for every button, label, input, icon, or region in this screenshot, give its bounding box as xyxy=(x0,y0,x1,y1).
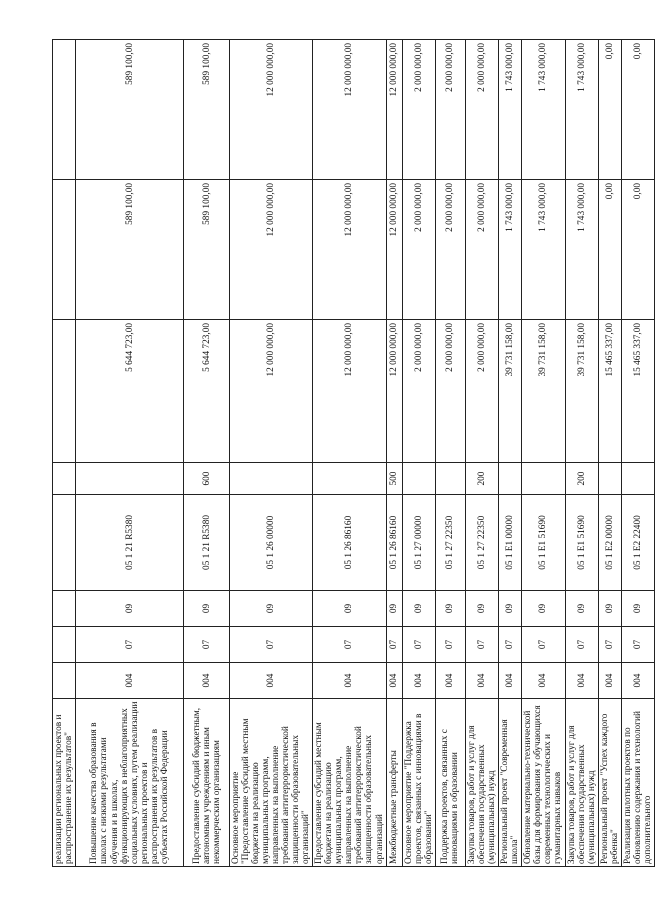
amount-year2-cell: 12 000 000,00 xyxy=(313,180,386,320)
subsection-code-cell: 09 xyxy=(435,591,465,627)
amount-year1-cell: 12 000 000,00 xyxy=(386,320,402,463)
amount-year1-cell: 5 644 723,00 xyxy=(76,320,184,463)
expense-type-cell xyxy=(76,463,184,495)
target-article-cell: 05 1 E2 00000 xyxy=(598,495,621,591)
expense-type-cell xyxy=(402,463,435,495)
subsection-code-cell: 09 xyxy=(76,591,184,627)
section-code-cell: 07 xyxy=(230,627,313,663)
expense-type-cell: 600 xyxy=(184,463,230,495)
subsection-code-cell: 09 xyxy=(402,591,435,627)
amount-year2-cell: 12 000 000,00 xyxy=(230,180,313,320)
ved-code-cell: 004 xyxy=(565,663,598,699)
rotated-page-container xyxy=(52,40,653,867)
row-name-cell: Региональный проект "Успех каждого ребенка" xyxy=(598,699,621,867)
table-row xyxy=(402,40,435,867)
expense-type-cell xyxy=(521,463,565,495)
section-code-cell xyxy=(53,627,76,663)
target-article-cell: 05 1 27 22350 xyxy=(465,495,498,591)
section-code-cell: 07 xyxy=(435,627,465,663)
amount-year3-cell: 1 743 000,00 xyxy=(565,40,598,180)
row-name-cell: Межбюджетные трансферты xyxy=(386,699,402,867)
amount-year2-cell xyxy=(53,180,76,320)
amount-year3-cell: 12 000 000,00 xyxy=(313,40,386,180)
subsection-code-cell: 09 xyxy=(230,591,313,627)
target-article-cell xyxy=(53,495,76,591)
ved-code-cell: 004 xyxy=(621,663,654,699)
table-row xyxy=(565,40,598,867)
amount-year1-cell: 5 644 723,00 xyxy=(184,320,230,463)
amount-year1-cell: 2 000 000,00 xyxy=(465,320,498,463)
section-code-cell: 07 xyxy=(521,627,565,663)
table-row xyxy=(498,40,521,867)
target-article-cell: 05 1 26 86160 xyxy=(313,495,386,591)
target-article-cell: 05 1 E1 00000 xyxy=(498,495,521,591)
table-row xyxy=(76,40,184,867)
table-row xyxy=(435,40,465,867)
amount-year1-cell: 2 000 000,00 xyxy=(435,320,465,463)
amount-year2-cell: 589 100,00 xyxy=(184,180,230,320)
amount-year2-cell: 2 000 000,00 xyxy=(435,180,465,320)
amount-year3-cell: 2 000 000,00 xyxy=(402,40,435,180)
amount-year3-cell: 1 743 000,00 xyxy=(498,40,521,180)
amount-year2-cell: 0,00 xyxy=(598,180,621,320)
expense-type-cell xyxy=(498,463,521,495)
table-row xyxy=(521,40,565,867)
table-row xyxy=(621,40,654,867)
ved-code-cell xyxy=(53,663,76,699)
ved-code-cell: 004 xyxy=(402,663,435,699)
amount-year1-cell: 12 000 000,00 xyxy=(230,320,313,463)
ved-code-cell: 004 xyxy=(230,663,313,699)
amount-year3-cell: 589 100,00 xyxy=(76,40,184,180)
section-code-cell: 07 xyxy=(402,627,435,663)
section-code-cell: 07 xyxy=(386,627,402,663)
amount-year1-cell: 39 731 158,00 xyxy=(521,320,565,463)
amount-year3-cell: 12 000 000,00 xyxy=(386,40,402,180)
table-row xyxy=(53,40,76,867)
section-code-cell: 07 xyxy=(621,627,654,663)
amount-year2-cell: 2 000 000,00 xyxy=(402,180,435,320)
amount-year2-cell: 1 743 000,00 xyxy=(498,180,521,320)
row-name-cell: реализации региональных проектов и распространение их результатов" xyxy=(53,699,76,867)
amount-year1-cell: 39 731 158,00 xyxy=(565,320,598,463)
section-code-cell: 07 xyxy=(313,627,386,663)
amount-year1-cell xyxy=(53,320,76,463)
ved-code-cell: 004 xyxy=(184,663,230,699)
target-article-cell: 05 1 E1 51690 xyxy=(565,495,598,591)
amount-year3-cell: 12 000 000,00 xyxy=(230,40,313,180)
row-name-cell: Закупка товаров, работ и услуг для обеспечения государственных (муниципальных) нужд xyxy=(465,699,498,867)
expense-type-cell: 500 xyxy=(386,463,402,495)
amount-year3-cell: 2 000 000,00 xyxy=(435,40,465,180)
target-article-cell: 05 1 E2 22400 xyxy=(621,495,654,591)
subsection-code-cell: 09 xyxy=(621,591,654,627)
subsection-code-cell: 09 xyxy=(184,591,230,627)
amount-year3-cell: 0,00 xyxy=(598,40,621,180)
amount-year2-cell: 1 743 000,00 xyxy=(565,180,598,320)
amount-year2-cell: 2 000 000,00 xyxy=(465,180,498,320)
section-code-cell: 07 xyxy=(598,627,621,663)
amount-year1-cell: 15 465 337,00 xyxy=(621,320,654,463)
amount-year3-cell: 589 100,00 xyxy=(184,40,230,180)
section-code-cell: 07 xyxy=(184,627,230,663)
amount-year2-cell: 12 000 000,00 xyxy=(386,180,402,320)
subsection-code-cell: 09 xyxy=(465,591,498,627)
amount-year1-cell: 15 465 337,00 xyxy=(598,320,621,463)
row-name-cell: Повышение качества образования в школах с низкими результатами обучения и в школах, функционирующих в неблагоприятных социальных условиях, путем реализации региональных проектов и распространения их результатов в субъектах Российской Федерации xyxy=(76,699,184,867)
subsection-code-cell: 09 xyxy=(521,591,565,627)
subsection-code-cell: 09 xyxy=(386,591,402,627)
row-name-cell: Основное мероприятие "Поддержка проектов, связанных с инновациями в образовании" xyxy=(402,699,435,867)
table-row xyxy=(598,40,621,867)
expense-type-cell xyxy=(621,463,654,495)
row-name-cell: Реализация пилотных проектов по обновлению содержания и технологий дополнительного xyxy=(621,699,654,867)
amount-year3-cell: 1 743 000,00 xyxy=(521,40,565,180)
ved-code-cell: 004 xyxy=(521,663,565,699)
section-code-cell: 07 xyxy=(565,627,598,663)
ved-code-cell: 004 xyxy=(435,663,465,699)
table-row xyxy=(184,40,230,867)
amount-year3-cell xyxy=(53,40,76,180)
ved-code-cell: 004 xyxy=(598,663,621,699)
target-article-cell: 05 1 27 22350 xyxy=(435,495,465,591)
ved-code-cell: 004 xyxy=(76,663,184,699)
amount-year2-cell: 589 100,00 xyxy=(76,180,184,320)
row-name-cell: Поддержка проектов, связанных с инновациями в образовании xyxy=(435,699,465,867)
row-name-cell: Основное мероприятие "Предоставление субсидий местным бюджетам на реализацию муниципальных программ, направленных на выполнение требований антитеррористической защищенности образовательных организаций" xyxy=(230,699,313,867)
row-name-cell: Региональный проект "Современная школа" xyxy=(498,699,521,867)
budget-table-page xyxy=(52,40,653,867)
table-row xyxy=(230,40,313,867)
target-article-cell: 05 1 21 R5380 xyxy=(184,495,230,591)
ved-code-cell: 004 xyxy=(386,663,402,699)
subsection-code-cell xyxy=(53,591,76,627)
expense-type-cell xyxy=(598,463,621,495)
subsection-code-cell: 09 xyxy=(498,591,521,627)
table-row xyxy=(386,40,402,867)
target-article-cell: 05 1 21 R5380 xyxy=(76,495,184,591)
subsection-code-cell: 09 xyxy=(313,591,386,627)
target-article-cell: 05 1 26 86160 xyxy=(386,495,402,591)
expense-type-cell: 200 xyxy=(465,463,498,495)
amount-year2-cell: 0,00 xyxy=(621,180,654,320)
section-code-cell: 07 xyxy=(465,627,498,663)
row-name-cell: Обновление материально-технической базы для формирования у обучающихся современных технологических и гуманитарных навыков xyxy=(521,699,565,867)
ved-code-cell: 004 xyxy=(465,663,498,699)
section-code-cell: 07 xyxy=(498,627,521,663)
amount-year3-cell: 2 000 000,00 xyxy=(465,40,498,180)
table-row xyxy=(465,40,498,867)
ved-code-cell: 004 xyxy=(498,663,521,699)
expense-type-cell xyxy=(435,463,465,495)
amount-year2-cell: 1 743 000,00 xyxy=(521,180,565,320)
expense-type-cell xyxy=(313,463,386,495)
expense-type-cell xyxy=(230,463,313,495)
row-name-cell: Закупка товаров, работ и услуг для обеспечения государственных (муниципальных) нужд xyxy=(565,699,598,867)
subsection-code-cell: 09 xyxy=(598,591,621,627)
target-article-cell: 05 1 26 00000 xyxy=(230,495,313,591)
table-row xyxy=(313,40,386,867)
ved-code-cell: 004 xyxy=(313,663,386,699)
amount-year1-cell: 39 731 158,00 xyxy=(498,320,521,463)
expense-type-cell: 200 xyxy=(565,463,598,495)
budget-table xyxy=(52,39,655,867)
target-article-cell: 05 1 27 00000 xyxy=(402,495,435,591)
subsection-code-cell: 09 xyxy=(565,591,598,627)
amount-year1-cell: 12 000 000,00 xyxy=(313,320,386,463)
expense-type-cell xyxy=(53,463,76,495)
row-name-cell: Предоставление субсидий местным бюджетам на реализацию муниципальных программ, направленных на выполнение требований антитеррористической защищенности образовательных организаций xyxy=(313,699,386,867)
row-name-cell: Предоставление субсидий бюджетным, автономным учреждениям и иным некоммерческим организациям xyxy=(184,699,230,867)
amount-year1-cell: 2 000 000,00 xyxy=(402,320,435,463)
amount-year3-cell: 0,00 xyxy=(621,40,654,180)
section-code-cell: 07 xyxy=(76,627,184,663)
target-article-cell: 05 1 E1 51690 xyxy=(521,495,565,591)
